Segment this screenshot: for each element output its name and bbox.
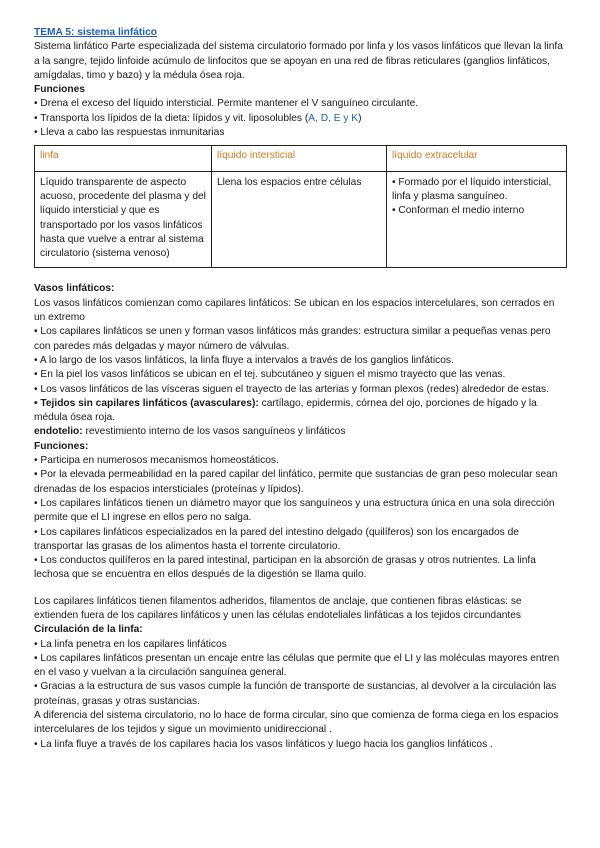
- funciones-item: • Lleva a cabo las respuestas inmunitarias: [34, 127, 225, 139]
- document-page: [34, 26, 566, 752]
- table-header-row: [35, 146, 567, 171]
- funciones2-item: • Los capilares linfáticos especializados en la pared del intestino delgado (quilíferos) son los encargados de transportar las grasas de los alimentos hasta el torrente circulatorio.: [34, 526, 519, 552]
- table-cell-item: • Formado por el líquido intersticial, linfa y plasma sanguíneo.: [392, 176, 552, 202]
- funciones2-item: • Los capilares linfáticos tienen un diámetro mayor que los sanguíneos y una estructura única en una sola dirección permite que el LI ingrese en ellos pero no salga.: [34, 497, 555, 524]
- funciones-heading: Funciones: [34, 84, 85, 96]
- filamentos-paragraph: Los capilares linfáticos tienen filamentos adheridos, filamentos de anclaje, que contienen fibras elásticas: se extienden fuera de los capilares linfáticos y unen las células endoteliales linfáticas a los tejidos circundantes: [34, 595, 522, 621]
- table-cell: [387, 171, 567, 268]
- endotelio-label: endotelio:: [34, 426, 83, 438]
- vasos-item: [34, 397, 566, 426]
- vasos-item: • Los vasos linfáticos de las vísceras siguen el trayecto de las arterias y forman plexos (redes) alrededor de estas.: [34, 383, 549, 395]
- circulacion-item: • La linfa penetra en los capilares linfáticos: [34, 638, 227, 650]
- circulacion-heading: Circulación de la linfa:: [34, 624, 143, 636]
- funciones2-item: • Por la elevada permeabilidad en la pared capilar del linfático, permite que sustancias de gran peso molecular sean drenadas de los espacios intersticiales (proteínas y lípidos).: [34, 469, 558, 495]
- funciones-item-text: • Transporta los lípidos de la dieta: lípidos y vit. liposolubles (: [34, 112, 309, 124]
- circulacion-paragraph: A diferencia del sistema circulatorio, no lo hace de forma circular, sino que comienza de forma ciega en los espacios intercelulares de los tejidos y sigue un movimiento unidireccional .: [34, 710, 559, 736]
- avasculares-text: cartílago, epidermis, córnea del ojo, porciones de hígado y la médula ósea roja.: [34, 397, 537, 424]
- funciones-item: • Drena el exceso del líquido intersticial. Permite mantener el V sanguíneo circulante.: [34, 98, 419, 110]
- funciones-item-text: ): [358, 112, 362, 124]
- endotelio-text: revestimiento interno de los vasos sanguíneos y linfáticos: [82, 426, 346, 438]
- funciones2-heading: Funciones:: [34, 440, 89, 452]
- table-cell: Llena los espacios entre células: [212, 171, 387, 268]
- spacer: [34, 583, 566, 595]
- endotelio-definition: [34, 425, 566, 439]
- table-header-cell: líquido extracelular: [387, 146, 567, 171]
- table-cell: Líquido transparente de aspecto acuoso, procedente del plasma y del líquido intersticial y que es transportado por los vasos linfáticos hasta que vuelve a entrar al sistema circulatorio (sistema venoso): [35, 171, 212, 268]
- circulacion-item: • Gracias a la estructura de sus vasos cumple la función de transporte de sustancias, al devolver a la circulación las proteínas, grasas y otras sustancias.: [34, 681, 557, 707]
- vasos-paragraph: Los vasos linfáticos comienzan como capilares linfáticos: Se ubican en los espacios intercelulares, son cerrados en un extremo: [34, 297, 555, 324]
- spacer: [34, 275, 566, 282]
- funciones2-item: • Los conductos quilíferos en la pared intestinal, participan en la absorción de grasas y otros nutrientes. La linfa lechosa que se encuentra en ellos después de la digestión se llama quilo.: [34, 555, 536, 581]
- vasos-item: • A lo largo de los vasos linfáticos, la linfa fluye a intervalos a través de los ganglios linfáticos.: [34, 354, 454, 366]
- funciones2-item: • Participa en numerosos mecanismos homeostáticos.: [34, 455, 279, 467]
- circulacion-item: • La linfa fluye a través de los capilares hacia los vasos linfáticos y luego hacia los ganglios linfáticos .: [34, 738, 493, 750]
- vasos-heading: Vasos linfáticos:: [34, 283, 115, 295]
- vitaminas-text: A, D, E y K: [308, 112, 359, 124]
- circulacion-item: • Los capilares linfáticos presentan un encaje entre las células que permite que el LI y las moléculas mayores entren en el vaso y vuelvan a la circulación sanguínea general.: [34, 652, 560, 679]
- page-title: TEMA 5: sistema linfático: [34, 27, 158, 38]
- table-header-cell: linfa: [35, 146, 212, 171]
- table-cell-item: • Conforman el medio interno: [392, 205, 525, 217]
- funciones-item: [34, 112, 566, 126]
- table-header-cell: líquido intersticial: [212, 146, 387, 171]
- table-row: [35, 171, 567, 268]
- intro-paragraph: Sistema linfático Parte especializada del sistema circulatorio formado por linfa y los vasos linfáticos que llevan la linfa a la sangre, tejido linfoide acúmulo de linfocitos que se apoyan en una red de fibras reticulares (ganglios linfáticos, amígdalas, timo y bazo) y la médula ósea roja.: [34, 41, 563, 81]
- comparison-table: [34, 145, 567, 268]
- vasos-item: • Los capilares linfáticos se unen y forman vasos linfáticos más grandes: estructura similar a pequeñas venas pero con paredes más delgadas y mayor número de válvulas.: [34, 326, 551, 352]
- vasos-item: • En la piel los vasos linfáticos se ubican en el tej. subcutáneo y siguen el mismo trayecto que las venas.: [34, 369, 506, 381]
- avasculares-label: • Tejidos sin capilares linfáticos (avasculares):: [34, 397, 259, 409]
